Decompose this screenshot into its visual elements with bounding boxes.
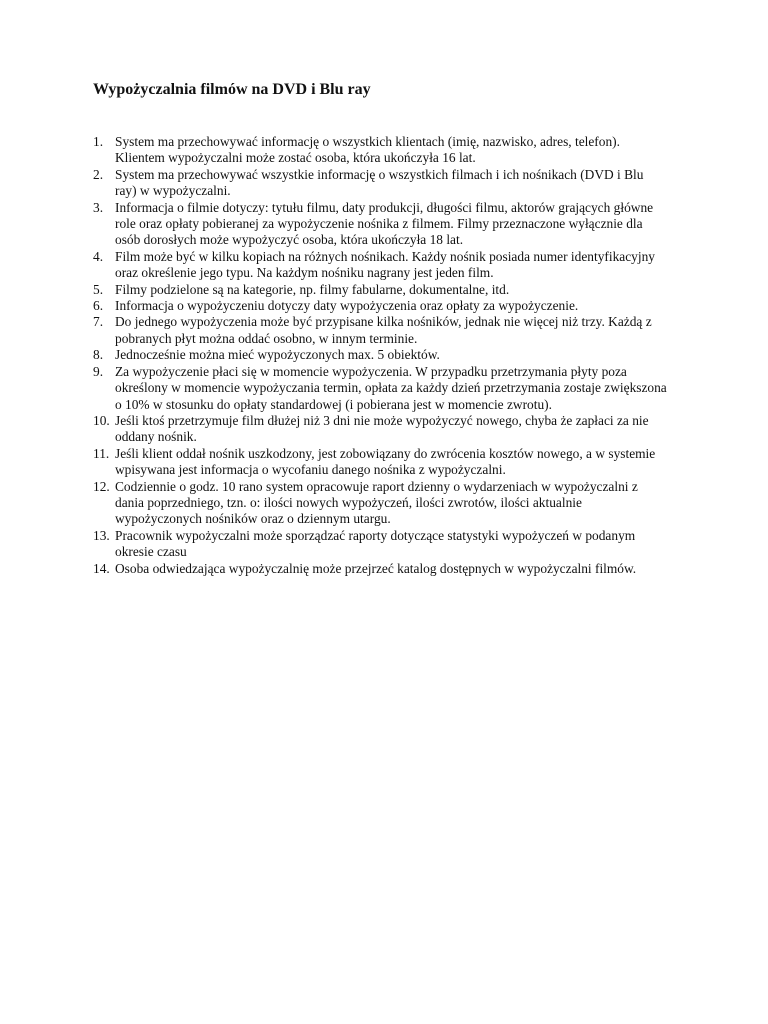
list-item-text-line: oraz określenie jego typu. Na każdym nośniku nagrany jest jeden film.: [115, 265, 494, 281]
list-item-text-line: Jednocześnie można mieć wypożyczonych max. 5 obiektów.: [115, 347, 440, 363]
list-item-text-line: Pracownik wypożyczalni może sporządzać raporty dotyczące statystyki wypożyczeń w podanym: [115, 527, 636, 543]
list-item: [93, 298, 693, 314]
list-item-text-line: o 10% w stosunku do opłaty standardowej (i pobierana jest w momencie zwrotu).: [115, 396, 552, 412]
list-item-number: 9.: [93, 363, 104, 379]
list-item: [93, 347, 693, 363]
list-item-number: 5.: [93, 281, 104, 297]
list-item: [93, 528, 693, 561]
list-item-text-line: wpisywana jest informacja o wycofaniu danego nośnika z wypożyczalni.: [115, 462, 506, 478]
list-item: [93, 249, 693, 282]
list-item: [93, 479, 693, 528]
list-item-text-line: Za wypożyczenie płaci się w momencie wypożyczenia. W przypadku przetrzymania płyty poza: [115, 363, 627, 379]
list-item: [93, 167, 693, 200]
list-item-text-line: Codziennie o godz. 10 rano system opracowuje raport dzienny o wydarzeniach w wypożyczalni z: [115, 478, 638, 494]
list-item-text-line: pobranych płyt można oddać osobno, w innym terminie.: [115, 330, 418, 346]
list-item-text-line: dania poprzedniego, tzn. o: ilości nowych wypożyczeń, ilości zwrotów, ilości aktualnie: [115, 494, 582, 510]
list-item-text-line: Filmy podzielone są na kategorie, np. filmy fabularne, dokumentalne, itd.: [115, 281, 510, 297]
list-item: [93, 364, 693, 413]
document-title: Wypożyczalnia filmów na DVD i Blu ray: [93, 81, 371, 98]
list-item-text-line: ray) w wypożyczalni.: [115, 183, 231, 199]
list-item-number: 6.: [93, 298, 104, 314]
list-item-number: 13.: [93, 527, 110, 543]
list-item-text-line: System ma przechowywać informację o wszystkich klientach (imię, nazwisko, adres, telefon).: [115, 134, 620, 149]
list-item-number: 8.: [93, 347, 104, 363]
list-item-text-line: Film może być w kilku kopiach na różnych nośnikach. Każdy nośnik posiada numer identyfikacyjny: [115, 248, 655, 264]
list-item: [93, 200, 693, 249]
list-item: [93, 282, 693, 298]
list-item-text-line: oddany nośnik.: [115, 429, 197, 445]
list-item-text-line: role oraz opłaty pobieranej za wypożyczenie nośnika z filmem. Filmy przeznaczone wyłącznie dla: [115, 216, 643, 232]
list-item-number: 2.: [93, 166, 104, 182]
list-item: [93, 413, 693, 446]
list-item: [93, 561, 693, 577]
list-item-number: 10.: [93, 412, 110, 428]
list-item-number: 12.: [93, 478, 110, 494]
list-item-number: 7.: [93, 314, 104, 330]
list-item-number: 1.: [93, 134, 104, 149]
list-item-text-line: Jeśli klient oddał nośnik uszkodzony, jest zobowiązany do zwrócenia kosztów nowego, a w systemie: [115, 445, 656, 461]
requirements-list: [93, 134, 693, 577]
list-item: [93, 314, 693, 347]
list-item-text-line: Jeśli ktoś przetrzymuje film dłużej niż 3 dni nie może wypożyczyć nowego, chyba że zapłaci za nie: [115, 412, 649, 428]
list-item-text-line: Klientem wypożyczalni może zostać osoba, która ukończyła 16 lat.: [115, 150, 476, 166]
list-item: [93, 446, 693, 479]
list-item-text-line: okresie czasu: [115, 544, 187, 560]
list-item-number: 3.: [93, 199, 104, 215]
list-item-number: 14.: [93, 560, 110, 576]
list-item: [93, 134, 693, 167]
list-item-text-line: określony w momencie wypożyczania termin, opłata za każdy dzień przetrzymania zostaje zwiększona: [115, 380, 667, 396]
list-item-text-line: System ma przechowywać wszystkie informację o wszystkich filmach i ich nośnikach (DVD i Blu: [115, 166, 644, 182]
list-item-text-line: osób dorosłych może wypożyczyć osoba, która ukończyła 18 lat.: [115, 232, 464, 248]
list-item-text-line: Informacja o wypożyczeniu dotyczy daty wypożyczenia oraz opłaty za wypożyczenie.: [115, 298, 579, 314]
list-item-text-line: Osoba odwiedzająca wypożyczalnię może przejrzeć katalog dostępnych w wypożyczalni filmów.: [115, 560, 637, 576]
list-item-number: 11.: [93, 445, 110, 461]
list-item-text-line: Do jednego wypożyczenia może być przypisane kilka nośników, jednak nie więcej niż trzy. Każdą z: [115, 314, 652, 330]
list-item-text-line: wypożyczonych nośników oraz o dziennym utargu.: [115, 511, 391, 527]
list-item-text-line: Informacja o filmie dotyczy: tytułu filmu, daty produkcji, długości filmu, aktorów grających główne: [115, 199, 654, 215]
list-item-number: 4.: [93, 248, 104, 264]
